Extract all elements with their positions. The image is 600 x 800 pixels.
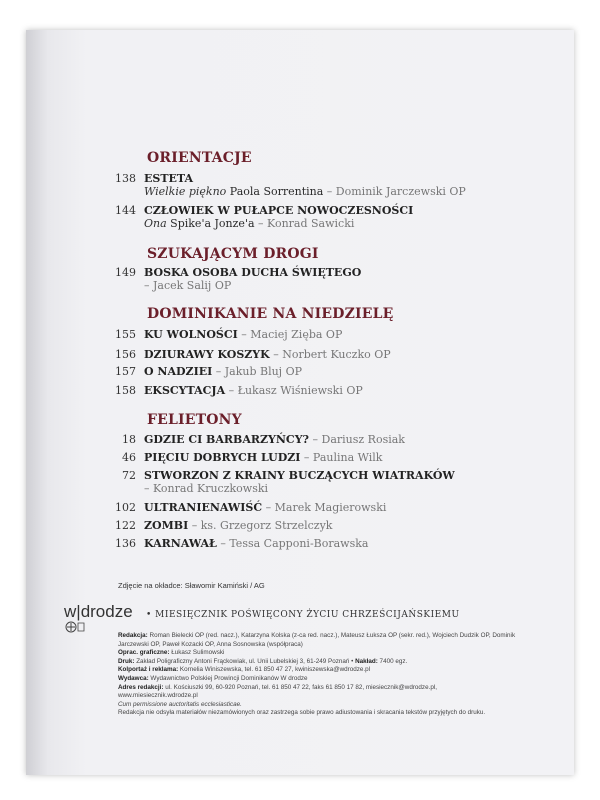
entry-author: – Jakub Bluj OP (212, 365, 303, 378)
impressum-distribution (118, 666, 518, 675)
entry-title: ZOMBI (144, 519, 189, 532)
entry-line (144, 501, 386, 514)
impressum-graphics (118, 649, 518, 658)
entry-line (144, 451, 382, 464)
value: ul. Kościuszki 99, 60-920 Poznań, tel. 61 850 47 22, faks 61 850 17 82, miesiecznik@wdrodze.pl, www.miesiecznik.wdrodze.pl (118, 683, 437, 700)
entry-subline (144, 217, 354, 230)
label: Druk: (118, 657, 135, 665)
entry-title: CZŁOWIEK W PUŁAPCE NOWOCZESNOŚCI (144, 204, 414, 217)
wdrodze-logo: w|drodze (64, 602, 133, 621)
entry-line (144, 348, 391, 361)
value: Kornelia Winiszewska, tel. 61 850 47 27, kwiniszewska@wdrodze.pl (178, 666, 371, 674)
page-number: 72 (122, 469, 136, 482)
section-heading-szukajacym-drogi: SZUKAJĄCYM DROGI (147, 246, 319, 262)
entry-author: – Łukasz Wiśniewski OP (225, 384, 363, 397)
dominican-cross-icon (64, 620, 86, 634)
entry-line (144, 328, 342, 341)
label: Redakcja: (118, 632, 148, 639)
entry-title: PIĘCIU DOBRYCH LUDZI (144, 451, 301, 464)
entry-author: – Tessa Capponi-Borawska (216, 537, 369, 550)
entry-author: – Norbert Kuczko OP (269, 348, 391, 361)
section-heading-orientacje: ORIENTACJE (147, 150, 252, 166)
entry-title: ULTRANIENAWIŚĆ (144, 501, 263, 514)
page-number: 102 (115, 501, 136, 514)
page-number: 138 (115, 172, 136, 185)
entry-title: ESTETA (144, 172, 194, 185)
page-number: 158 (115, 384, 136, 397)
impressum-publisher (118, 675, 518, 684)
entry-title: BOSKA OSOBA DUCHA ŚWIĘTEGO (144, 266, 362, 279)
work-title: Ona (144, 217, 167, 230)
label: Wydawca: (118, 674, 149, 682)
impressum-disclaimer (118, 709, 518, 718)
section-heading-felietony: FELIETONY (147, 412, 242, 428)
impressum (118, 632, 518, 718)
entry-title: EKSCYTACJA (144, 384, 226, 397)
page-number: 156 (115, 348, 136, 361)
page-number: 155 (115, 328, 136, 341)
value: Roman Bielecki OP (red. nacz.), Katarzyna Kolska (z-ca red. nacz.), Mateusz Łuksza OP (sekr. red.), Wojciech Dudzik OP, Dominik Jarczewski OP, Paweł Kozacki OP, Anna Sosnowska (współpraca) (118, 632, 516, 648)
page-number: 46 (122, 451, 136, 464)
entry-author: – Maciej Zięba OP (237, 328, 343, 341)
entry-line (144, 519, 332, 532)
page-number: 157 (115, 365, 136, 378)
entry-title: O NADZIEI (144, 365, 213, 378)
entry-author: – Konrad Kruczkowski (144, 482, 269, 495)
label: Adres redakcji: (118, 683, 164, 691)
entry-author: – Jacek Salij OP (144, 279, 232, 292)
page-number: 149 (115, 266, 136, 279)
section-heading-dominikanie: DOMINIKANIE NA NIEDZIELĘ (147, 306, 394, 322)
page-number: 122 (115, 519, 136, 532)
work-title: Wielkie piękno (144, 185, 227, 198)
magazine-tagline: • MIESIĘCZNIK POŚWIĘCONY ŻYCIU CHRZEŚCIJAŃSKIEMU (146, 610, 460, 620)
entry-title: KARNAWAŁ (144, 537, 217, 550)
entry-author: – Dariusz Rosiak (309, 433, 405, 446)
entry-line (144, 433, 405, 446)
entry-line (144, 537, 368, 550)
page-number: 144 (115, 204, 136, 217)
entry-title: STWORZON Z KRAINY BUCZĄCYCH WIATRAKÓW (144, 469, 455, 482)
entry-author: – ks. Grzegorz Strzelczyk (188, 519, 333, 532)
entry-line (144, 365, 302, 378)
entry-title: KU WOLNOŚCI (144, 328, 238, 341)
work-author: Paola Sorrentina (226, 185, 324, 198)
entry-author: – Konrad Sawicki (254, 217, 355, 230)
value: 7400 egz. (377, 657, 408, 665)
label: Kolportaż i reklama: (118, 666, 179, 674)
entry-title: GDZIE CI BARBARZYŃCY? (144, 433, 309, 446)
entry-title: DZIURAWY KOSZYK (144, 348, 270, 361)
label: Nakład: (355, 657, 378, 665)
impressum-permission (118, 701, 518, 710)
value: Redakcja nie odsyła materiałów niezamówionych oraz zastrzega sobie prawo adiustowania i skracania tekstów przyjętych do druku. (118, 709, 486, 717)
entry-author: – Paulina Wilk (300, 451, 383, 464)
value: Zakład Poligraficzny Antoni Frąckowiak, ul. Unii Lubelskiej 3, 61-249 Poznań • (134, 657, 356, 665)
work-author: Spike'a Jonze'a (166, 217, 255, 230)
value: Cum permissione auctoritatis ecclesiasticae. (118, 700, 242, 708)
impressum-address (118, 684, 518, 701)
page-number: 136 (115, 537, 136, 550)
label: Oprac. graficzne: (118, 649, 170, 657)
value: Wydawnictwo Polskiej Prowincji Dominikanów W drodze (148, 674, 308, 682)
impressum-editors (118, 632, 518, 649)
impressum-print (118, 658, 518, 667)
entry-author: – Dominik Jarczewski OP (323, 185, 466, 198)
value: Łukasz Sulimowski (169, 649, 225, 657)
entry-author: – Marek Magierowski (262, 501, 387, 514)
entry-line (144, 384, 363, 397)
entry-subline (144, 185, 466, 198)
cover-photo-credit: Zdjęcie na okładce: Sławomir Kamiński / AG (118, 581, 265, 590)
page-number: 18 (122, 433, 136, 446)
